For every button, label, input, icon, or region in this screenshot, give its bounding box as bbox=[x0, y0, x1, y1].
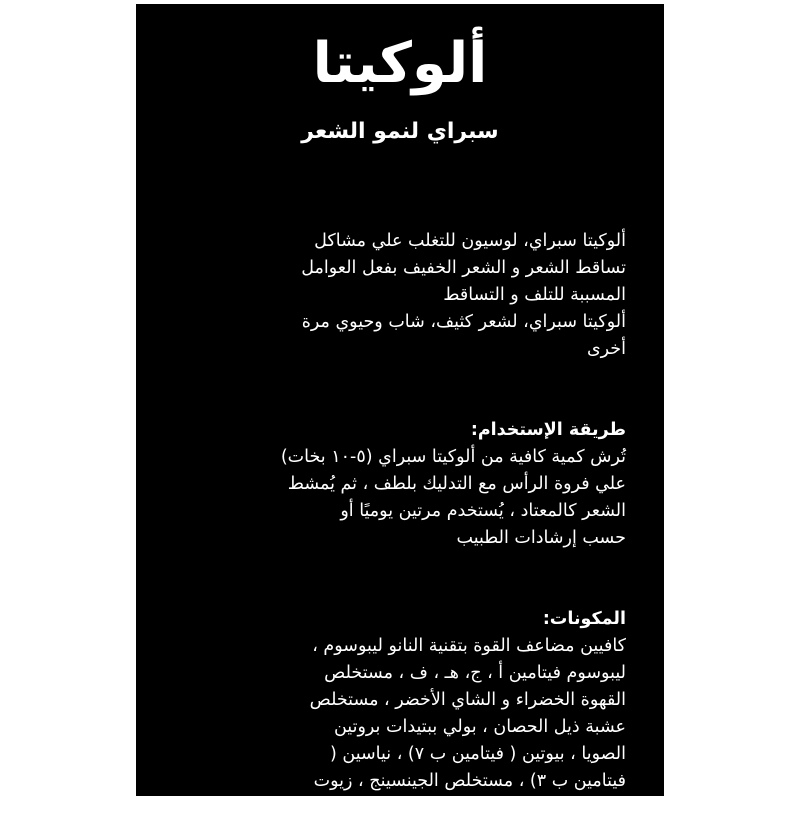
ingredients-line: فيتامين ب ٣) ، مستخلص الجينسينج ، زيوت bbox=[313, 771, 626, 791]
usage-line: علي فروة الرأس مع التدليك بلطف ، ثم يُمشط bbox=[287, 474, 626, 494]
ingredients-line: عشبة ذيل الحصان ، بولي ببتيدات بروتين bbox=[333, 717, 626, 737]
description-line: أخرى bbox=[586, 339, 626, 359]
product-card bbox=[136, 4, 664, 818]
usage-heading: طريقة الإستخدام: bbox=[470, 420, 626, 440]
description-line: المسببة للتلف و التساقط bbox=[443, 285, 626, 305]
spacer bbox=[166, 363, 626, 390]
ingredients-line: الأوميجا ٣ ، ٦ ، ٩ bbox=[504, 798, 626, 818]
spacer bbox=[166, 579, 626, 606]
product-text bbox=[166, 228, 626, 822]
ingredients-line: كافيين مضاعف القوة بتقنية النانو ليبوسوم ، bbox=[312, 636, 626, 656]
description-line: ألوكيتا سبراي، لشعر كثيف، شاب وحيوي مرة bbox=[301, 312, 626, 332]
ingredients-line: الصويا ، بيوتين ( فيتامين ب ٧) ، نياسين ( bbox=[330, 744, 626, 764]
ingredients-line: ليبوسوم فيتامين أ ، ج، هـ ، ف ، مستخلص bbox=[324, 663, 626, 683]
description-line: ألوكيتا سبراي، لوسيون للتغلب علي مشاكل bbox=[314, 231, 626, 251]
spacer bbox=[166, 552, 626, 579]
description-line: تساقط الشعر و الشعر الخفيف بفعل العوامل bbox=[301, 258, 626, 278]
product-subtitle: سبراي لنمو الشعر bbox=[301, 119, 499, 144]
ingredients-line: القهوة الخضراء و الشاي الأخضر ، مستخلص bbox=[309, 690, 626, 710]
usage-line: الشعر كالمعتاد ، يُستخدم مرتين يوميًا أو bbox=[340, 501, 626, 521]
ingredients-heading: المكونات: bbox=[542, 609, 626, 629]
usage-line: حسب إرشادات الطبيب bbox=[456, 528, 626, 548]
brand-title: ألوكيتا bbox=[312, 31, 488, 96]
usage-line: تُرش كمية كافية من ألوكيتا سبراي (٥-١٠ بخات) bbox=[280, 447, 626, 467]
spacer bbox=[166, 390, 626, 417]
